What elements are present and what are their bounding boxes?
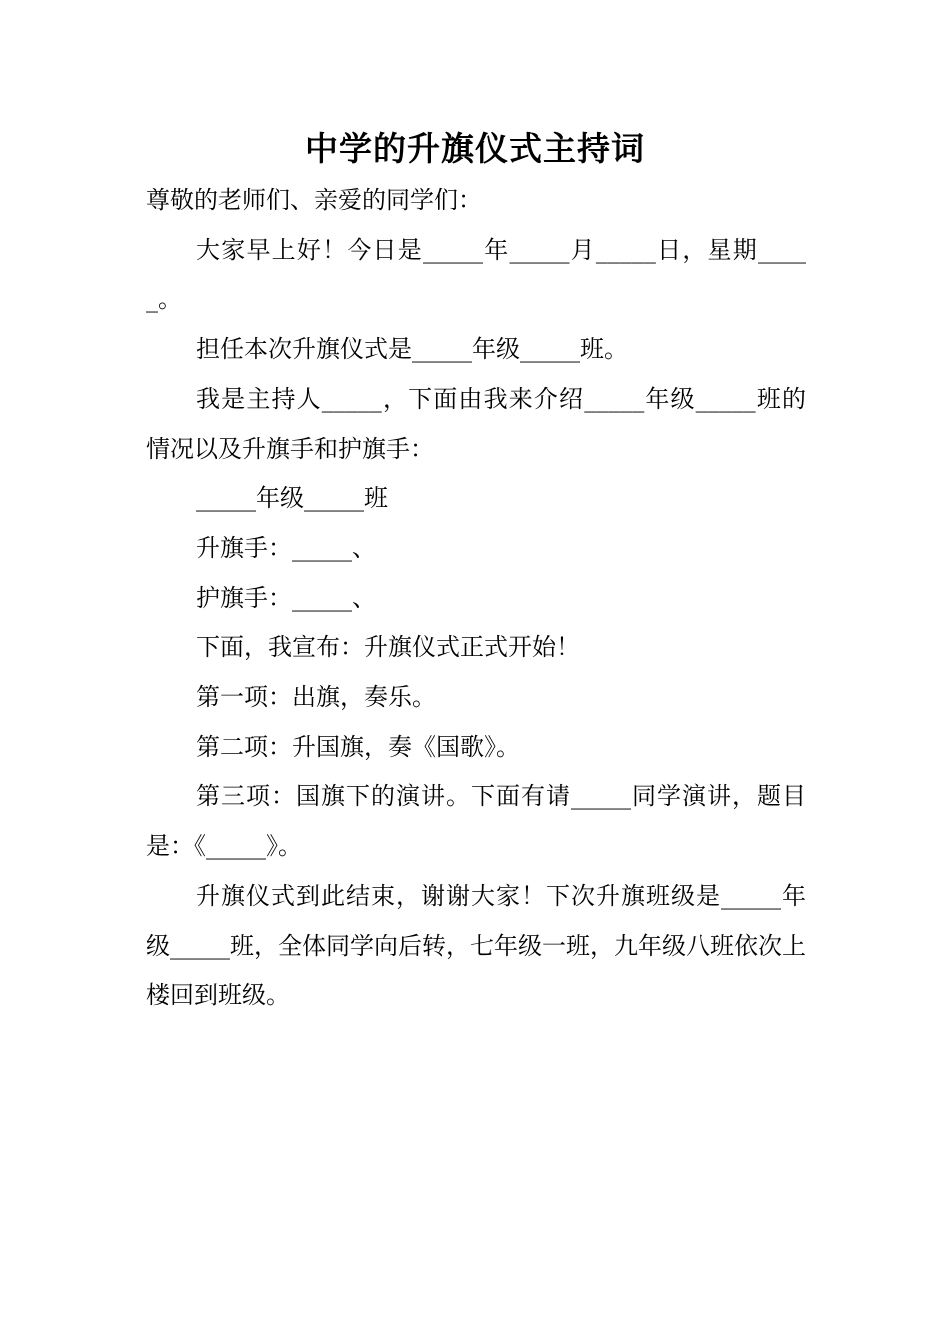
document-body [146,176,806,1021]
paragraph-announcement: 下面，我宣布：升旗仪式正式开始！ [196,633,580,662]
paragraph-item-two: 第二项：升国旗，奏《国歌》。 [196,732,520,761]
paragraph-item-one: 第一项：出旗，奏乐。 [196,683,436,712]
paragraph-class-name: _____年级_____班 [196,484,388,513]
paragraph-flag-raisers: 升旗手：_____、 [196,533,376,562]
paragraph-host-class: 担任本次升旗仪式是_____年级_____班。 [196,335,628,364]
paragraph-flag-guards: 护旗手：_____、 [196,583,376,612]
paragraph-host-intro: 我是主持人_____，下面由我来介绍_____年级_____班的情况以及升旗手和护旗手： [146,384,806,463]
paragraph-salutation: 尊敬的老师们、亲爱的同学们： [146,186,482,214]
paragraph-greeting: 大家早上好！今日是_____年_____月_____日，星期_____。 [146,235,806,314]
paragraph-item-three: 第三项：国旗下的演讲。下面有请_____同学演讲，题目是：《_____》。 [146,782,806,861]
paragraph-closing: 升旗仪式到此结束，谢谢大家！下次升旗班级是_____年级_____班，全体同学向后转，七年级一班，九年级八班依次上楼回到班级。 [146,881,806,1010]
document-title: 中学的升旗仪式主持词 [305,129,645,168]
